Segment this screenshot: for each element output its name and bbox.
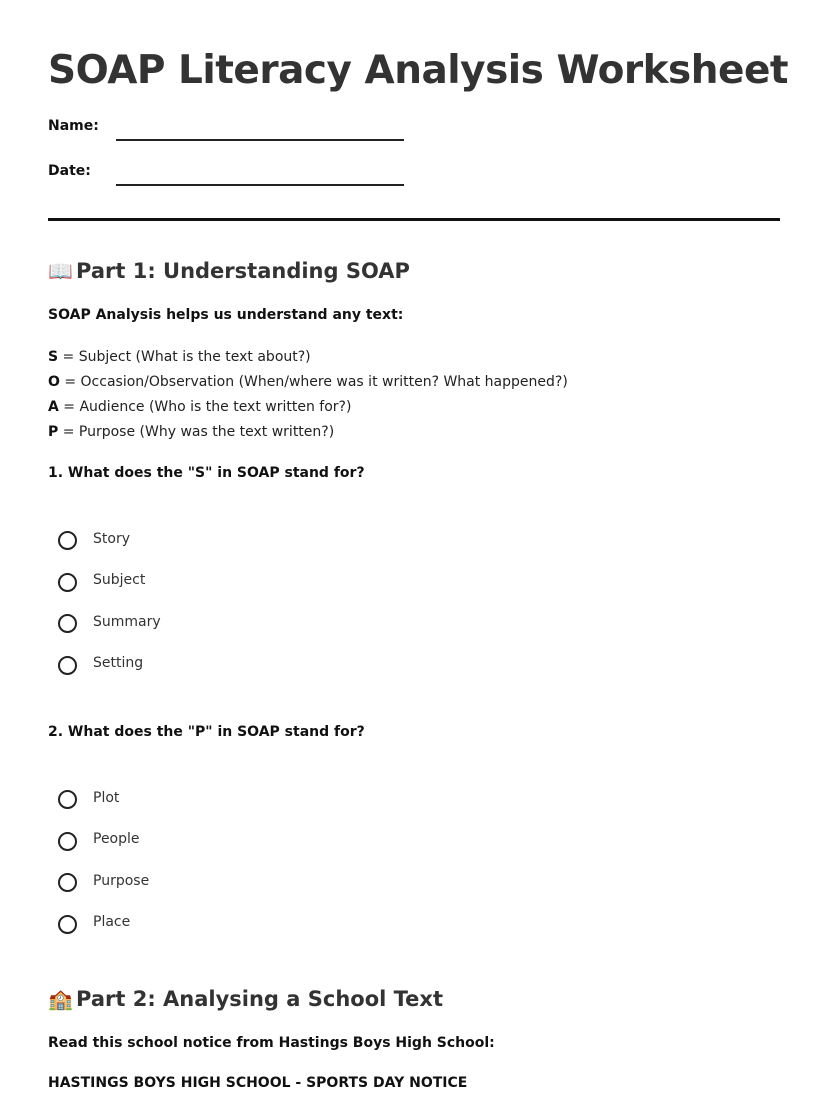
question-1-options: [58, 518, 161, 684]
q1-option-story[interactable]: Story: [58, 518, 161, 560]
part1-heading-text: Part 1: Understanding SOAP: [76, 259, 410, 283]
name-field: [48, 118, 428, 148]
book-icon: 📖: [48, 259, 73, 283]
part2-intro: Read this school notice from Hastings Boys High School:: [48, 1035, 495, 1051]
radio-button[interactable]: [58, 832, 77, 851]
definition-s: S = Subject (What is the text about?): [48, 349, 311, 365]
q1-option-subject[interactable]: Subject: [58, 560, 161, 602]
date-label: Date:: [48, 163, 91, 179]
name-input-line[interactable]: [116, 139, 404, 141]
school-icon: 🏫: [48, 987, 73, 1011]
radio-button[interactable]: [58, 531, 77, 550]
date-field: [48, 163, 428, 193]
part1-intro: SOAP Analysis helps us understand any text:: [48, 307, 404, 323]
header-divider: [48, 218, 780, 221]
q2-option-plot[interactable]: Plot: [58, 777, 149, 819]
q1-option-setting[interactable]: Setting: [58, 643, 161, 685]
date-input-line[interactable]: [116, 184, 404, 186]
definition-a: A = Audience (Who is the text written for?): [48, 399, 352, 415]
part2-heading: [48, 984, 443, 1014]
radio-button[interactable]: [58, 656, 77, 675]
soap-definitions: [48, 345, 568, 445]
question-2-options: [58, 777, 149, 943]
radio-button[interactable]: [58, 614, 77, 633]
notice-title: HASTINGS BOYS HIGH SCHOOL - SPORTS DAY NOTICE: [48, 1075, 468, 1091]
question-2: 2. What does the "P" in SOAP stand for?: [48, 724, 365, 740]
q2-option-place[interactable]: Place: [58, 902, 149, 944]
q2-option-people[interactable]: People: [58, 819, 149, 861]
definition-p: P = Purpose (Why was the text written?): [48, 424, 335, 440]
name-label: Name:: [48, 118, 99, 134]
page-title: SOAP Literacy Analysis Worksheet: [48, 48, 789, 93]
q2-option-purpose[interactable]: Purpose: [58, 860, 149, 902]
part1-heading: [48, 256, 410, 286]
definition-o: O = Occasion/Observation (When/where was it written? What happened?): [48, 374, 568, 390]
radio-button[interactable]: [58, 873, 77, 892]
q1-option-summary[interactable]: Summary: [58, 601, 161, 643]
radio-button[interactable]: [58, 915, 77, 934]
radio-button[interactable]: [58, 790, 77, 809]
radio-button[interactable]: [58, 573, 77, 592]
part2-heading-text: Part 2: Analysing a School Text: [76, 987, 444, 1011]
question-1: 1. What does the "S" in SOAP stand for?: [48, 465, 365, 481]
